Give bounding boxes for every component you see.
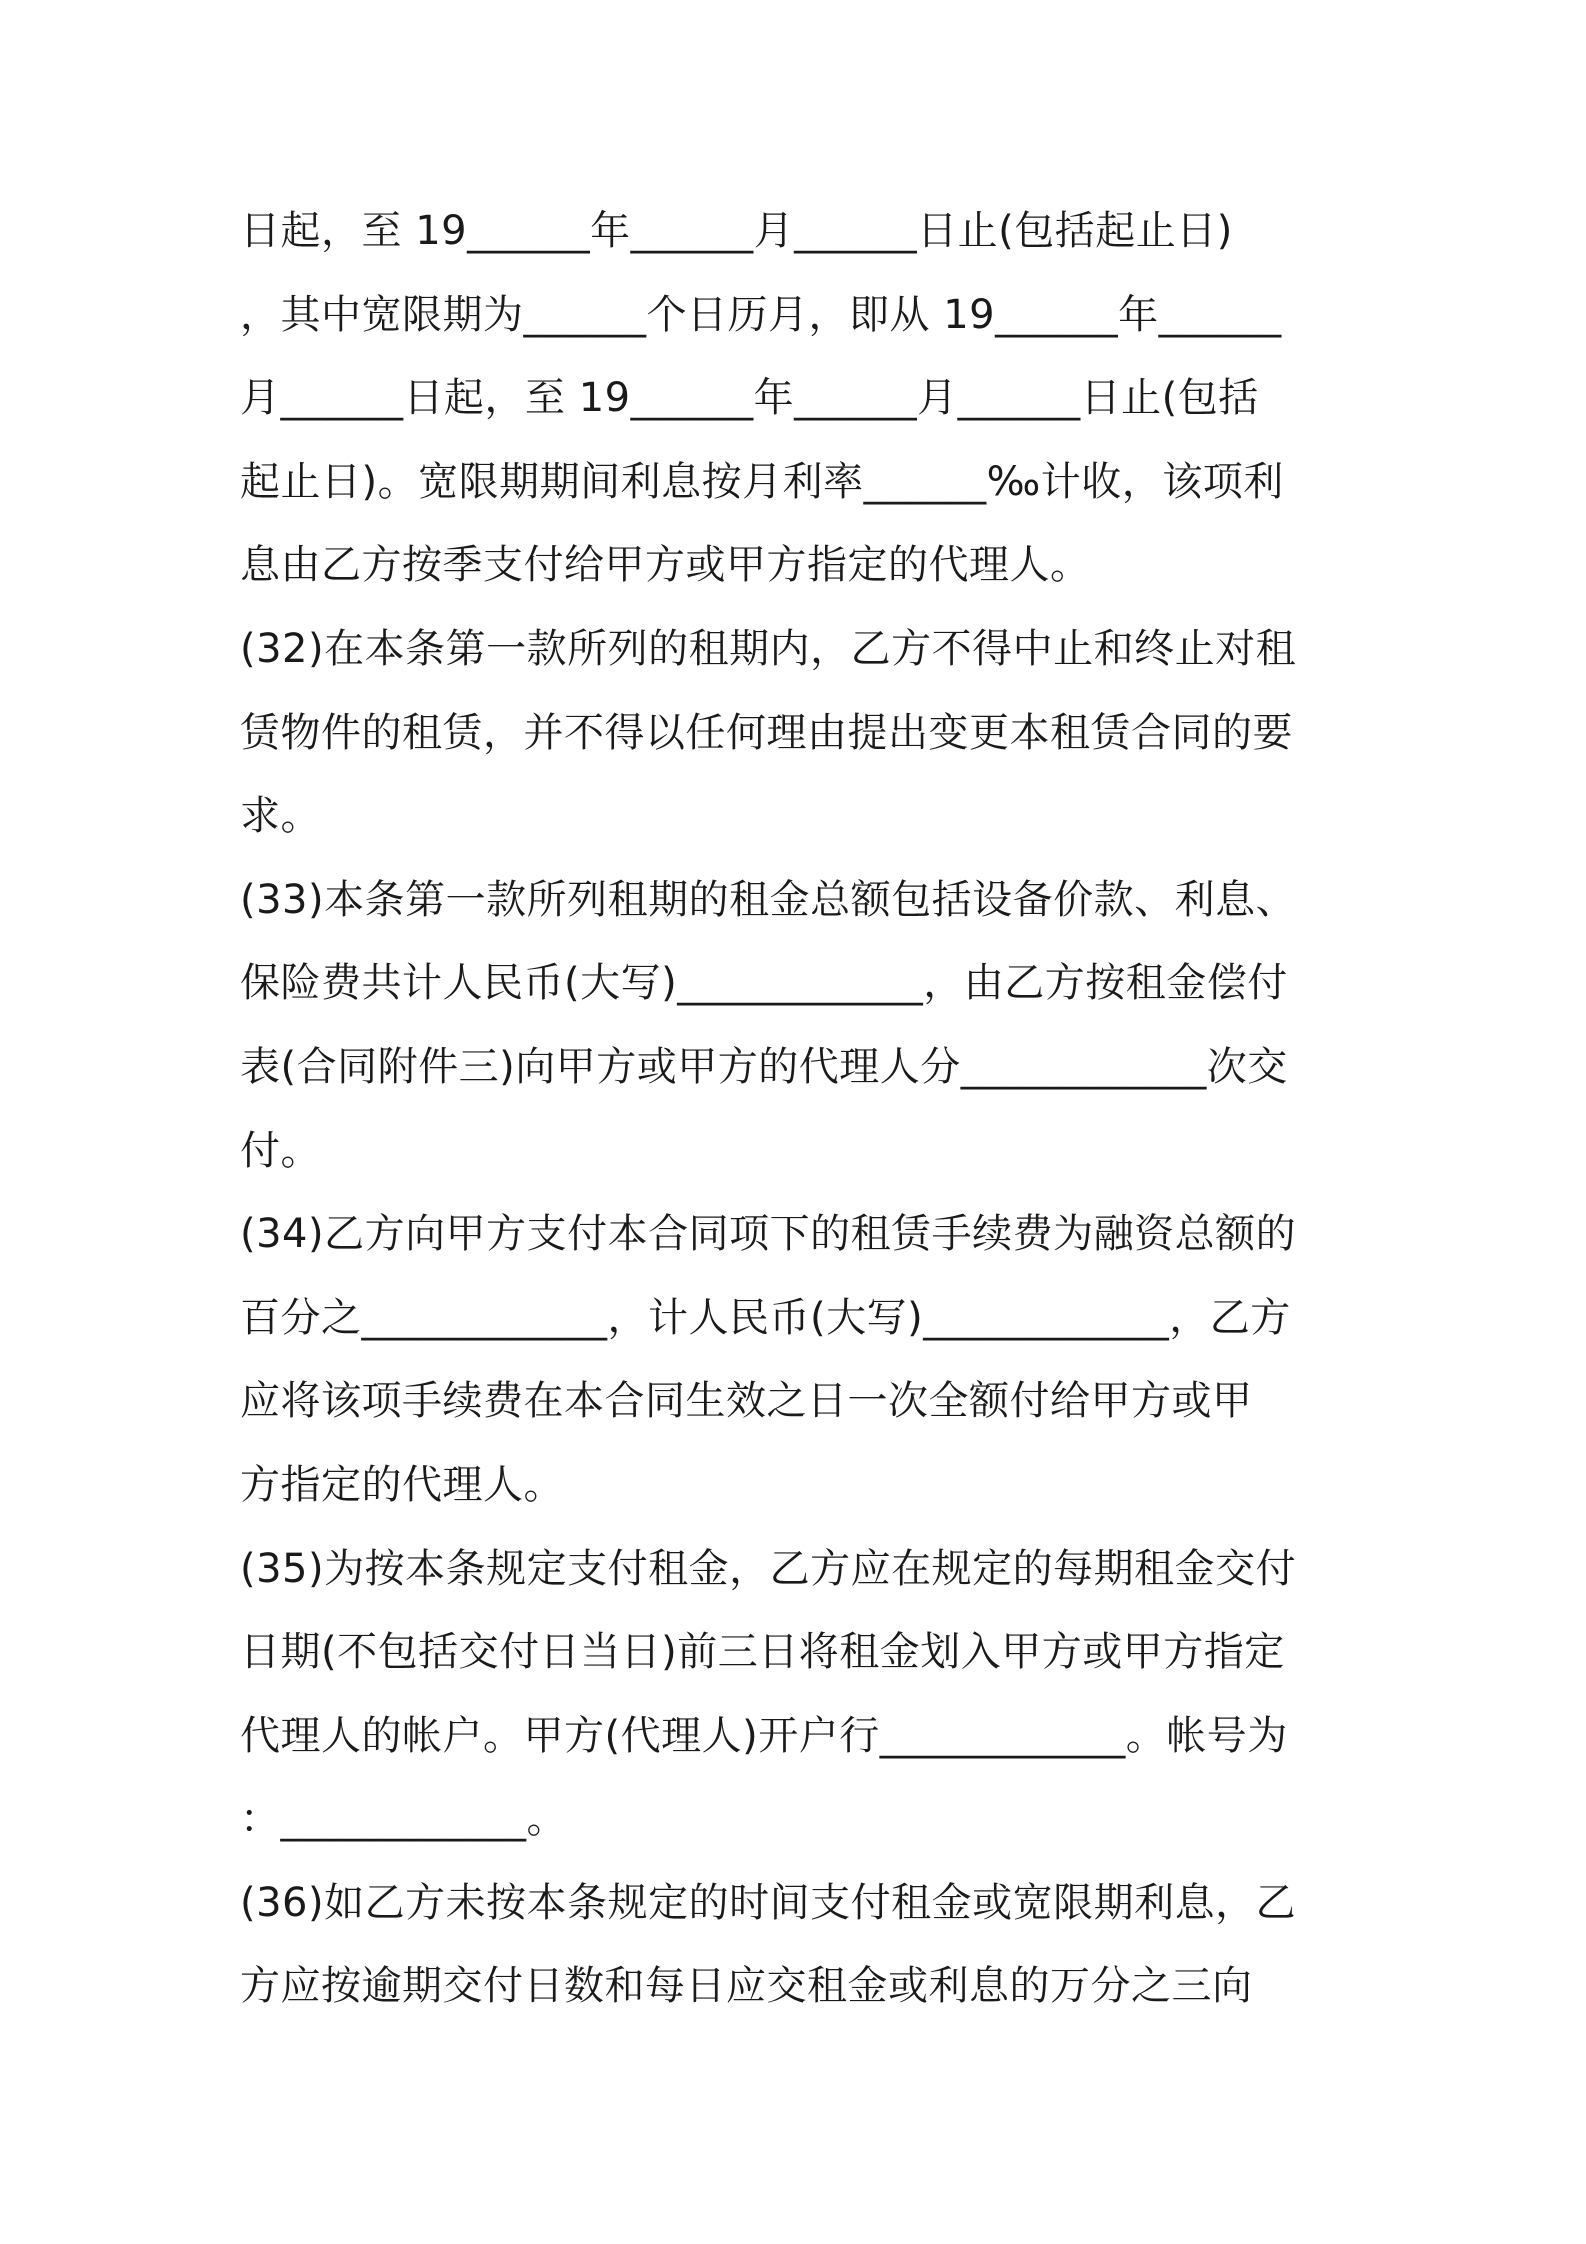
text-line: 付。 — [240, 1127, 321, 1174]
text-line: 代理人的帐户。甲方(代理人)开户行____________。帐号为 — [240, 1712, 1288, 1759]
text-line: 应将该项手续费在本合同生效之日一次全额付给甲方或甲 — [240, 1378, 1253, 1425]
clause-35-line: (35)为按本条规定支付租金，乙方应在规定的每期租金交付 — [240, 1545, 1297, 1592]
text-line: ：____________。 — [240, 1796, 567, 1843]
text-line: 方指定的代理人。 — [240, 1461, 564, 1508]
clause-34-line: (34)乙方向甲方支付本合同项下的租赁手续费为融资总额的 — [240, 1211, 1297, 1258]
text-line: 方应按逾期交付日数和每日应交租金或利息的万分之三向 — [240, 1963, 1253, 2010]
clause-32-line: (32)在本条第一款所列的租期内，乙方不得中止和终止对租 — [240, 625, 1297, 672]
text-line: 月______日起，至 19______年______月______日止(包括 — [240, 375, 1259, 422]
clause-36-line: (36)如乙方未按本条规定的时间支付租金或宽限期利息，乙 — [240, 1879, 1297, 1926]
text-line: 求。 — [240, 793, 321, 840]
text-line: 保险费共计人民币(大写)____________，由乙方按租金偿付 — [240, 960, 1288, 1007]
text-line: 日起，至 19______年______月______日止(包括起止日) — [240, 208, 1233, 254]
text-line: ，其中宽限期为______个日历月，即从 19______年______ — [240, 291, 1282, 338]
text-line: 日期(不包括交付日当日)前三日将租金划入甲方或甲方指定 — [240, 1629, 1285, 1676]
text-line: 表(合同附件三)向甲方或甲方的代理人分____________次交 — [240, 1043, 1288, 1090]
contract-text — [240, 190, 1360, 2029]
clause-33-line: (33)本条第一款所列租期的租金总额包括设备价款、利息、 — [240, 876, 1297, 923]
text-line: 百分之____________，计人民币(大写)____________，乙方 — [240, 1294, 1291, 1341]
text-line: 起止日)。宽限期期间利息按月利率______‰计收，该项利 — [240, 458, 1284, 505]
text-line: 息由乙方按季支付给甲方或甲方指定的代理人。 — [240, 542, 1091, 589]
text-line: 赁物件的租赁，并不得以任何理由提出变更本租赁合同的要 — [240, 709, 1293, 756]
